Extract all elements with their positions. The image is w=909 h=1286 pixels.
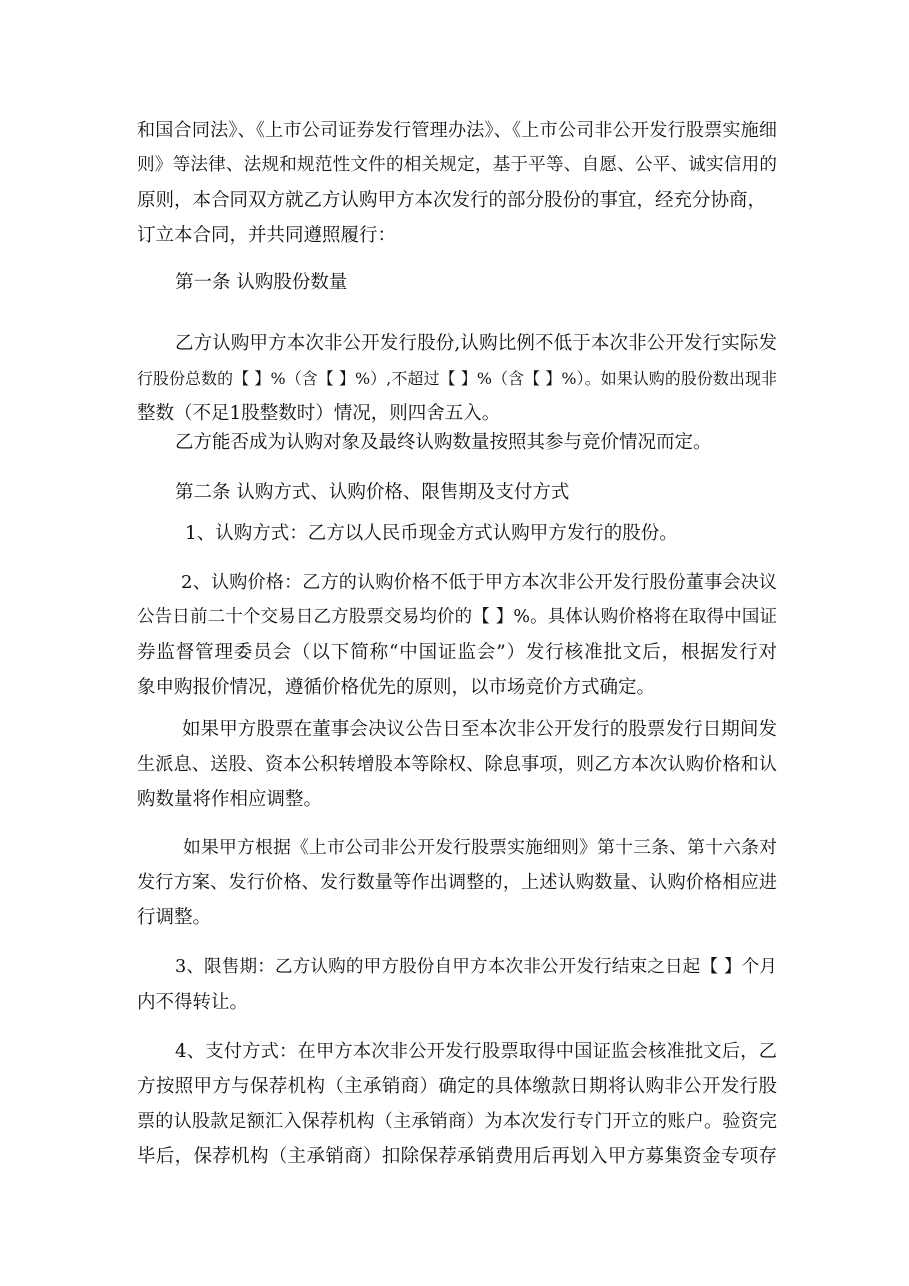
article-1-heading	[175, 265, 775, 300]
intro-line-1: 和国合同法》、《上市公司证券发行管理办法》、《上市公司非公开发行股票实施细	[137, 120, 777, 141]
intro-paragraph	[137, 113, 777, 253]
article-2-item-2-line-4: 象申购报价情况，遵循价格优先的原则，以市场竞价方式确定。	[137, 677, 656, 698]
article-2-adjust-2-line-3: 行调整。	[137, 907, 212, 928]
article-2-item-4-line-4: 毕后，保荐机构（主承销商）扣除保荐承销费用后再划入甲方募集资金专项存	[137, 1146, 777, 1167]
article-1-note-text: 乙方能否成为认购对象及最终认购数量按照其参与竞价情况而定。	[175, 432, 712, 453]
article-1-note	[175, 425, 775, 460]
article-2-item-1-text: 1、认购方式：乙方以人民币现金方式认购甲方发行的股份。	[185, 523, 678, 544]
article-2-adjust-1	[137, 712, 777, 817]
article-1-body-line-3: 整数（不足1股整数时）情况，则四舍五入。	[137, 403, 501, 424]
article-2-item-3	[137, 950, 777, 1020]
article-2-adjust-2-line-1: 如果甲方根据《上市公司非公开发行股票实施细则》第十三条、第十六条对	[183, 837, 777, 858]
article-2-item-4-line-2: 方按照甲方与保荐机构（主承销商）确定的具体缴款日期将认购非公开发行股	[137, 1076, 777, 1097]
article-2-heading-text: 第二条 认购方式、认购价格、限售期及支付方式	[175, 482, 570, 503]
article-2-item-2-line-1: 2、认购价格：乙方的认购价格不低于甲方本次非公开发行股份董事会决议	[181, 572, 777, 593]
article-2-adjust-1-line-1: 如果甲方股票在董事会决议公告日至本次非公开发行的股票发行日期间发	[182, 719, 777, 740]
intro-line-3: 原则，本合同双方就乙方认购甲方本次发行的部分股份的事宜，经充分协商，	[137, 190, 767, 211]
article-2-item-3-line-1: 3、限售期：乙方认购的甲方股份自甲方本次非公开发行结束之日起【 】个月	[175, 957, 777, 977]
article-1-heading-text: 第一条 认购股份数量	[175, 272, 348, 293]
article-1-body	[137, 326, 777, 431]
article-2-adjust-1-line-2: 生派息、送股、资本公积转增股本等除权、除息事项，则乙方本次认购价格和认	[137, 754, 777, 775]
article-1-body-line-2: 行股份总数的【 】%（含【 】%）,不超过【 】%（含【 】%）。如果认购的股份数出现非	[137, 369, 777, 388]
article-2-item-3-line-2: 内不得转让。	[137, 992, 249, 1013]
intro-line-2: 则》等法律、法规和规范性文件的相关规定，基于平等、自愿、公平、诚实信用的	[137, 155, 777, 175]
article-2-item-2	[137, 565, 777, 705]
article-2-item-4-line-3: 票的认股款足额汇入保荐机构（主承销商）为本次发行专门开立的账户。验资完	[137, 1111, 777, 1132]
article-2-adjust-2	[137, 830, 777, 935]
article-2-item-2-line-3: 券监督管理委员会（以下简称“中国证监会”）发行核准批文后，根据发行对	[137, 642, 777, 663]
intro-line-4: 订立本合同，并共同遵照履行：	[137, 225, 397, 246]
article-2-item-4	[137, 1034, 777, 1174]
article-2-adjust-1-line-3: 购数量将作相应调整。	[137, 789, 323, 810]
article-2-adjust-2-line-2: 发行方案、发行价格、发行数量等作出调整的，上述认购数量、认购价格相应进	[137, 872, 777, 893]
article-2-item-2-line-2: 公告日前二十个交易日乙方股票交易均价的【 】%。具体认购价格将在取得中国证	[137, 607, 777, 627]
article-1-body-line-1: 乙方认购甲方本次非公开发行股份,认购比例不低于本次非公开发行实际发	[175, 333, 777, 354]
article-2-item-1	[185, 516, 775, 551]
article-2-item-4-line-1: 4、支付方式：在甲方本次非公开发行股票取得中国证监会核准批文后，乙	[175, 1041, 777, 1062]
article-2-heading	[175, 475, 775, 510]
